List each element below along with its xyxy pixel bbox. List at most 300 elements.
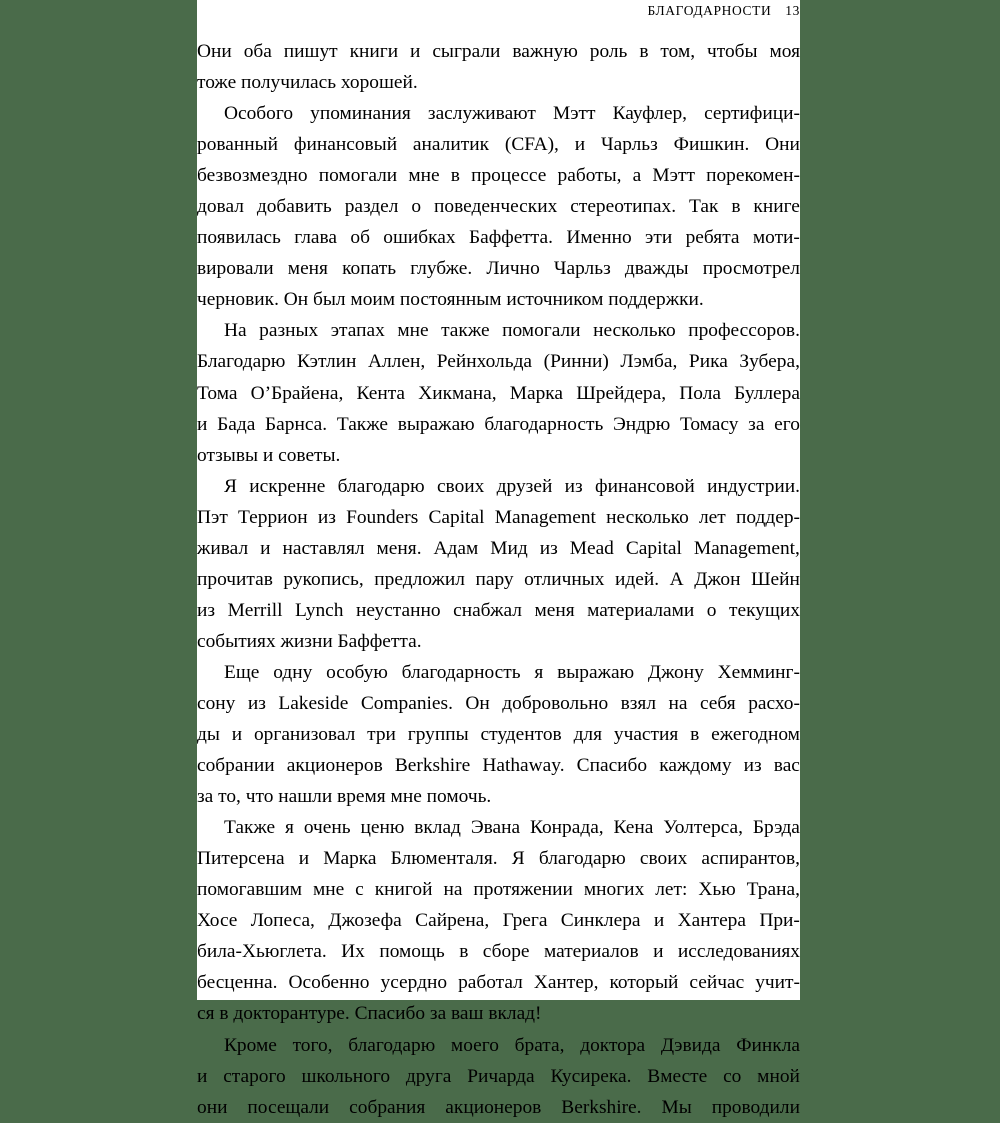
word: ды bbox=[197, 724, 220, 746]
word: протяжении bbox=[473, 879, 573, 901]
word: неустанно bbox=[356, 599, 441, 621]
word: за bbox=[748, 413, 765, 435]
word: моего bbox=[450, 1034, 499, 1056]
word: и bbox=[298, 848, 310, 870]
word: стереотипах. bbox=[570, 196, 677, 218]
word: аспирантов, bbox=[701, 848, 800, 870]
word: безвозмездно bbox=[197, 165, 308, 187]
word: рованный bbox=[197, 134, 279, 156]
text-line bbox=[197, 1092, 800, 1123]
text-line bbox=[197, 967, 800, 998]
word: рукопись, bbox=[283, 568, 364, 590]
word: ежегодном bbox=[711, 724, 800, 746]
text-line bbox=[197, 36, 800, 67]
paragraph bbox=[197, 471, 800, 657]
word: вировали bbox=[197, 258, 274, 280]
word: книгой bbox=[374, 879, 433, 901]
word: Merrill bbox=[227, 599, 283, 621]
word: Джону bbox=[647, 661, 704, 683]
word: работы, bbox=[557, 165, 622, 187]
word: благодарю bbox=[538, 848, 626, 870]
page-content-area bbox=[197, 0, 800, 1118]
word: поддер- bbox=[735, 506, 800, 528]
word: порекомен- bbox=[706, 165, 800, 187]
text-line bbox=[197, 657, 800, 688]
word: Аллен, bbox=[368, 351, 426, 373]
word: акционеров bbox=[445, 1096, 542, 1118]
word: Ричарда bbox=[467, 1065, 535, 1087]
word: они bbox=[197, 1096, 228, 1118]
word: я bbox=[285, 817, 294, 839]
text-line bbox=[197, 533, 800, 564]
word: предложил bbox=[374, 568, 465, 590]
word: Адам bbox=[433, 537, 479, 559]
word: друга bbox=[405, 1065, 452, 1087]
word: расхо- bbox=[748, 692, 800, 714]
word: Пэт bbox=[197, 506, 228, 528]
word: Berkshire bbox=[394, 755, 471, 777]
word: финансовый bbox=[293, 134, 398, 156]
word: эти bbox=[645, 227, 673, 249]
word: о bbox=[411, 196, 422, 218]
word: Спасибо bbox=[576, 755, 648, 777]
word: Кента bbox=[356, 382, 406, 404]
text-line bbox=[197, 222, 800, 253]
word: (CFA), bbox=[504, 134, 559, 156]
word: в bbox=[690, 724, 700, 746]
word: сону bbox=[197, 692, 236, 714]
word: роль bbox=[589, 41, 628, 62]
word: искренне bbox=[249, 475, 326, 497]
word: помогали bbox=[318, 165, 398, 187]
word: на bbox=[443, 879, 463, 901]
word: а bbox=[632, 165, 642, 187]
word: для bbox=[573, 724, 603, 746]
word: Хантера bbox=[677, 910, 746, 932]
word: группы bbox=[407, 724, 469, 746]
word: который bbox=[609, 972, 679, 994]
word: исследованиях bbox=[677, 941, 800, 963]
word: Mead bbox=[569, 537, 614, 559]
word: (Ринни) bbox=[543, 351, 609, 373]
word: Вместе bbox=[647, 1065, 708, 1087]
word: помогавшим bbox=[197, 879, 302, 901]
text-line bbox=[197, 98, 800, 129]
text-line bbox=[197, 719, 800, 750]
word: благодарность bbox=[484, 413, 604, 435]
word: материалами bbox=[587, 599, 695, 621]
word: из bbox=[564, 475, 583, 497]
word: снабжал bbox=[453, 599, 522, 621]
word: несколько bbox=[593, 320, 676, 342]
word: Их bbox=[341, 941, 365, 963]
word: Буллера bbox=[734, 382, 800, 404]
word: меня bbox=[534, 599, 575, 621]
word: сертифици- bbox=[704, 103, 800, 125]
running-head-title: БЛАГОДАРНОСТИ bbox=[647, 3, 772, 18]
word: помощь bbox=[379, 941, 445, 963]
word: на bbox=[668, 692, 688, 714]
word: Брэда bbox=[752, 817, 800, 839]
word: добровольно bbox=[502, 692, 609, 714]
word: Грега bbox=[502, 910, 548, 932]
word: появилась bbox=[197, 227, 281, 249]
word: пару bbox=[475, 568, 514, 590]
word: заслуживают bbox=[427, 103, 536, 125]
text-line bbox=[197, 1030, 800, 1061]
word: и bbox=[653, 910, 665, 932]
word: Рейнхольда bbox=[436, 351, 533, 373]
word: Блюменталя. bbox=[390, 848, 498, 870]
text-line bbox=[197, 905, 800, 936]
word: своих bbox=[436, 475, 485, 497]
word: сейчас bbox=[689, 972, 745, 994]
word: Lynch bbox=[295, 599, 344, 621]
word: Hathaway. bbox=[482, 755, 565, 777]
word: Конрада, bbox=[529, 817, 604, 839]
word: дважды bbox=[624, 258, 689, 280]
page-sheet bbox=[197, 0, 800, 1118]
word: Они bbox=[197, 41, 232, 62]
word: благодарю bbox=[348, 1034, 436, 1056]
word: помогали bbox=[502, 320, 581, 342]
word: аналитик bbox=[412, 134, 490, 156]
paragraph bbox=[197, 812, 800, 1029]
word: Шейн bbox=[751, 568, 800, 590]
text-line bbox=[197, 191, 800, 222]
word: Management, bbox=[693, 537, 800, 559]
word: и bbox=[653, 941, 664, 963]
word: мне bbox=[397, 320, 429, 342]
word: посещали bbox=[247, 1096, 330, 1118]
word: организовал bbox=[253, 724, 356, 746]
word: из bbox=[247, 692, 266, 714]
word: Марка bbox=[323, 848, 377, 870]
word: вас bbox=[773, 755, 800, 777]
word: пишут bbox=[283, 41, 338, 62]
word: Capital bbox=[428, 506, 485, 528]
word: била-Хьюглета. bbox=[197, 941, 327, 963]
text-line bbox=[197, 812, 800, 843]
word: Еще bbox=[224, 661, 260, 683]
word: себя bbox=[699, 692, 736, 714]
word: Berkshire. bbox=[561, 1096, 642, 1118]
word: процессе bbox=[471, 165, 547, 187]
word: Мид bbox=[490, 537, 528, 559]
word: одну bbox=[273, 661, 313, 683]
word: несколько bbox=[606, 506, 689, 528]
word: Фишкин. bbox=[673, 134, 750, 156]
word: текущих bbox=[728, 599, 800, 621]
word: упоминания bbox=[310, 103, 411, 125]
word: книги bbox=[349, 41, 399, 62]
paragraph bbox=[197, 315, 800, 470]
word: студентов bbox=[480, 724, 562, 746]
word: Томасу bbox=[679, 413, 739, 435]
word: чтобы bbox=[707, 41, 758, 62]
word: также bbox=[441, 320, 490, 342]
word: Lakeside bbox=[278, 692, 349, 714]
word: Джозефа bbox=[328, 910, 402, 932]
word: Бада bbox=[217, 413, 256, 435]
word: учит- bbox=[755, 972, 800, 994]
word: Так bbox=[688, 196, 719, 218]
word: Дэвида bbox=[660, 1034, 721, 1056]
word: Рика bbox=[688, 351, 728, 373]
word: в bbox=[731, 196, 741, 218]
text-line bbox=[197, 315, 800, 346]
word: поведенческих bbox=[434, 196, 558, 218]
word: мной bbox=[757, 1065, 800, 1087]
word: довал bbox=[197, 196, 244, 218]
word: из bbox=[197, 599, 216, 621]
body-text bbox=[197, 36, 800, 1123]
word: о bbox=[706, 599, 717, 621]
text-line bbox=[197, 160, 800, 191]
word: Уолтерса, bbox=[663, 817, 743, 839]
word: Мы bbox=[661, 1096, 692, 1118]
word: Founders bbox=[346, 506, 419, 528]
word: Финкла bbox=[736, 1034, 800, 1056]
word: его bbox=[774, 413, 800, 435]
word: глава bbox=[294, 227, 338, 249]
word: Особенно bbox=[288, 972, 370, 994]
word: лет: bbox=[655, 879, 688, 901]
word: Джон bbox=[694, 568, 741, 590]
text-line bbox=[197, 1061, 800, 1092]
word: раздел bbox=[344, 196, 399, 218]
word: с bbox=[355, 879, 364, 901]
word: того, bbox=[292, 1034, 333, 1056]
right-margin-band bbox=[800, 0, 1000, 1000]
text-line bbox=[197, 750, 800, 781]
text-line bbox=[197, 688, 800, 719]
word: Я bbox=[511, 848, 525, 870]
text-line bbox=[197, 409, 800, 440]
text-line bbox=[197, 129, 800, 160]
word: в bbox=[459, 941, 469, 963]
word: многих bbox=[583, 879, 645, 901]
word: индустрии. bbox=[707, 475, 800, 497]
text-line: отзывы и советы. bbox=[197, 444, 341, 466]
word: Также bbox=[224, 817, 276, 839]
word: вклад bbox=[414, 817, 461, 839]
word: прочитав bbox=[197, 568, 273, 590]
word: Тома bbox=[197, 382, 238, 404]
word: оба bbox=[243, 41, 272, 62]
word: О’Брайена, bbox=[250, 382, 344, 404]
text-line bbox=[197, 502, 800, 533]
text-line: тоже получилась хорошей. bbox=[197, 72, 418, 94]
text-line: ся в докторантуре. Спасибо за ваш вклад! bbox=[197, 1003, 542, 1025]
text-line bbox=[197, 378, 800, 409]
word: друзей bbox=[496, 475, 553, 497]
word: собрания bbox=[349, 1096, 426, 1118]
text-line bbox=[197, 595, 800, 626]
word: Кена bbox=[613, 817, 654, 839]
word: каждому bbox=[659, 755, 732, 777]
word: Марка bbox=[509, 382, 564, 404]
word: и bbox=[197, 1065, 208, 1087]
paragraph bbox=[197, 98, 800, 315]
word: собрании bbox=[197, 755, 275, 777]
word: своих bbox=[639, 848, 688, 870]
word: Я bbox=[224, 475, 237, 497]
word: Хемминг- bbox=[717, 661, 800, 683]
word: в bbox=[450, 165, 460, 187]
word: из bbox=[743, 755, 762, 777]
word: ошибках bbox=[383, 227, 456, 249]
text-line bbox=[197, 564, 800, 595]
word: Кэтлин bbox=[297, 351, 357, 373]
word: Хосе bbox=[197, 910, 238, 932]
word: Мэтт bbox=[552, 103, 596, 125]
word: и bbox=[197, 413, 208, 435]
word: Capital bbox=[625, 537, 682, 559]
word: и bbox=[231, 724, 243, 746]
word: Зубера, bbox=[739, 351, 800, 373]
word: сборе bbox=[482, 941, 530, 963]
word: Чарльз bbox=[553, 258, 611, 280]
word: Также bbox=[336, 413, 388, 435]
word: Мэтт bbox=[652, 165, 695, 187]
word: взял bbox=[620, 692, 657, 714]
word: участия bbox=[613, 724, 679, 746]
word: На bbox=[224, 320, 247, 342]
word: и bbox=[574, 134, 586, 156]
text-line bbox=[197, 346, 800, 377]
word: этапах bbox=[330, 320, 385, 342]
word: просмотрел bbox=[702, 258, 800, 280]
word: Лично bbox=[486, 258, 540, 280]
word: Барнса. bbox=[265, 413, 328, 435]
word: финансовой bbox=[595, 475, 695, 497]
paragraph bbox=[197, 36, 800, 98]
word: А bbox=[669, 568, 684, 590]
word: При- bbox=[759, 910, 800, 932]
word: усердно bbox=[380, 972, 448, 994]
word: Синклера bbox=[560, 910, 641, 932]
word: школьного bbox=[301, 1065, 391, 1087]
word: Хантер, bbox=[533, 972, 599, 994]
word: моти- bbox=[752, 227, 800, 249]
text-line bbox=[197, 471, 800, 502]
word: разных bbox=[259, 320, 319, 342]
word: Лэмба, bbox=[620, 351, 678, 373]
text-line bbox=[197, 843, 800, 874]
text-line: черновик. Он был моим постоянным источником поддержки. bbox=[197, 289, 704, 311]
word: работал bbox=[458, 972, 523, 994]
word: копать bbox=[342, 258, 397, 280]
word: и bbox=[260, 537, 271, 559]
word: лет bbox=[699, 506, 726, 528]
word: книге bbox=[753, 196, 800, 218]
word: мне bbox=[408, 165, 440, 187]
word: Хью bbox=[698, 879, 736, 901]
word: выражаю bbox=[397, 413, 475, 435]
text-line bbox=[197, 874, 800, 905]
word: Он bbox=[465, 692, 490, 714]
word: и bbox=[410, 41, 421, 62]
word: Пола bbox=[679, 382, 721, 404]
text-line bbox=[197, 936, 800, 967]
word: Кауфлер, bbox=[612, 103, 687, 125]
left-margin-band bbox=[0, 0, 197, 1000]
word: Чарльз bbox=[600, 134, 658, 156]
word: Management bbox=[494, 506, 596, 528]
word: об bbox=[350, 227, 370, 249]
word: мне bbox=[312, 879, 345, 901]
word: Баффетта. bbox=[468, 227, 553, 249]
word: со bbox=[723, 1065, 742, 1087]
word: отличных bbox=[524, 568, 605, 590]
word: Companies. bbox=[360, 692, 453, 714]
word: Благодарю bbox=[197, 351, 286, 373]
text-line: событиях жизни Баффетта. bbox=[197, 630, 422, 652]
word: бесценна. bbox=[197, 972, 278, 994]
word: из bbox=[539, 537, 558, 559]
word: Питерсена bbox=[197, 848, 285, 870]
word: Хикмана, bbox=[418, 382, 497, 404]
word: Трана, bbox=[746, 879, 800, 901]
word: старого bbox=[223, 1065, 286, 1087]
word: из bbox=[317, 506, 336, 528]
word: благодарю bbox=[337, 475, 425, 497]
word: Они bbox=[765, 134, 800, 156]
word: Кусирека. bbox=[550, 1065, 632, 1087]
word: идей. bbox=[615, 568, 660, 590]
text-line: за то, что нашли время мне помочь. bbox=[197, 786, 492, 808]
word: том, bbox=[660, 41, 696, 62]
word: брата, bbox=[514, 1034, 565, 1056]
word: материалов bbox=[543, 941, 639, 963]
word: важную bbox=[512, 41, 578, 62]
word: моя bbox=[769, 41, 800, 62]
word: Эвана bbox=[470, 817, 521, 839]
word: Особого bbox=[224, 103, 294, 125]
word: Эндрю bbox=[613, 413, 671, 435]
word: Именно bbox=[566, 227, 632, 249]
word: наставлял bbox=[282, 537, 365, 559]
word: профессоров. bbox=[688, 320, 800, 342]
word: очень bbox=[303, 817, 351, 839]
word: проводили bbox=[711, 1096, 800, 1118]
word: Сайрена, bbox=[415, 910, 490, 932]
word: доктора bbox=[580, 1034, 646, 1056]
word: акционеров bbox=[286, 755, 383, 777]
text-line bbox=[197, 253, 800, 284]
running-head bbox=[197, 2, 800, 20]
word: три bbox=[367, 724, 396, 746]
word: я bbox=[534, 661, 544, 683]
word: меня bbox=[287, 258, 328, 280]
word: ценю bbox=[360, 817, 405, 839]
word: живал bbox=[197, 537, 249, 559]
word: благодарность bbox=[401, 661, 521, 683]
paragraph bbox=[197, 657, 800, 812]
paragraph bbox=[197, 1030, 800, 1123]
word: Шрейдера, bbox=[576, 382, 667, 404]
word: в bbox=[639, 41, 649, 62]
word: меня. bbox=[376, 537, 422, 559]
word: ребята bbox=[685, 227, 740, 249]
word: Кроме bbox=[224, 1034, 277, 1056]
word: Террион bbox=[238, 506, 308, 528]
word: Лопеса, bbox=[250, 910, 315, 932]
word: выражаю bbox=[557, 661, 635, 683]
word: добавить bbox=[256, 196, 332, 218]
page-number: 13 bbox=[785, 3, 800, 18]
